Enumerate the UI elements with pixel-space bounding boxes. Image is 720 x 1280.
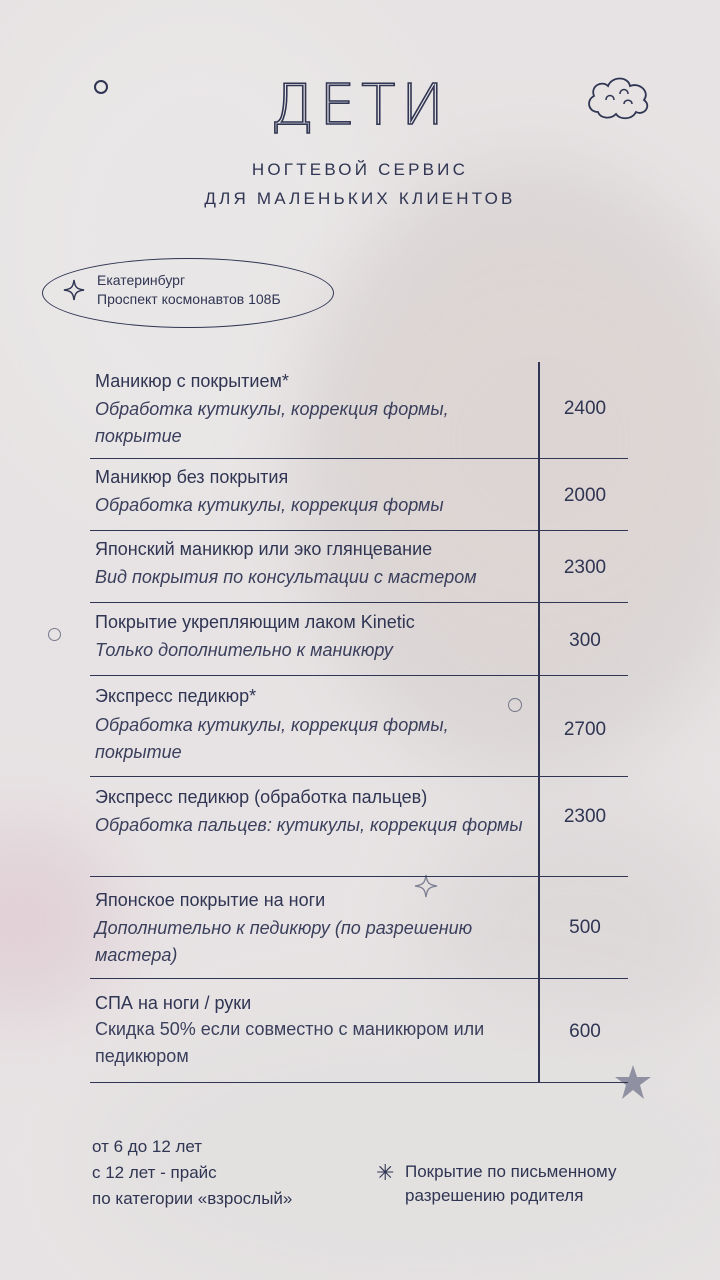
asterisk-icon: ✳ xyxy=(376,1160,395,1185)
subtitle xyxy=(0,155,720,213)
coating-note xyxy=(405,1160,616,1208)
coating-note-line: разрешению родителя xyxy=(405,1186,584,1205)
service-price: 600 xyxy=(569,1021,601,1042)
service-name: Японский маникюр или эко глянцевание xyxy=(95,539,433,559)
page-title xyxy=(0,74,720,134)
address-city: Екатеринбург xyxy=(97,272,186,288)
service-name: Японское покрытие на ноги xyxy=(95,890,326,910)
price-row xyxy=(90,362,628,459)
price-row xyxy=(90,603,628,676)
service-description: Скидка 50% если совместно с маникюром или педикюром xyxy=(95,1019,485,1066)
age-note-line: с 12 лет - прайс xyxy=(92,1163,217,1182)
service-price: 500 xyxy=(569,917,601,938)
service-name: Маникюр без покрытия xyxy=(95,467,289,487)
service-price: 2000 xyxy=(563,485,607,506)
coating-note-line: Покрытие по письменному xyxy=(405,1162,617,1181)
service-description: Обработка кутикулы, коррекция формы, покрытие xyxy=(95,715,449,762)
service-description: Обработка пальцев: кутикулы, коррекция формы xyxy=(95,815,523,835)
service-description: Только дополнительно к маникюру xyxy=(95,640,393,660)
service-description: Вид покрытия по консультации с мастером xyxy=(95,567,477,587)
title-text: ДЕТИ xyxy=(270,74,450,134)
service-name: СПА на ноги / руки xyxy=(95,993,252,1013)
service-price: 2400 xyxy=(563,398,607,419)
price-row xyxy=(90,531,628,603)
age-note-line: по категории «взрослый» xyxy=(92,1189,293,1208)
price-row xyxy=(90,979,628,1083)
subtitle-line: НОГТЕВОЙ СЕРВИС xyxy=(251,160,469,179)
service-name: Покрытие укрепляющим лаком Kinetic xyxy=(95,612,415,632)
service-price: 2700 xyxy=(563,719,607,740)
age-note-line: от 6 до 12 лет xyxy=(92,1137,203,1156)
service-description: Обработка кутикулы, коррекция формы xyxy=(95,495,444,515)
service-name: Экспресс педикюр (обработка пальцев) xyxy=(95,787,428,807)
service-price: 2300 xyxy=(563,806,607,827)
service-name: Экспресс педикюр* xyxy=(95,686,257,706)
price-row xyxy=(90,676,628,777)
service-description: Обработка кутикулы, коррекция формы, покрытие xyxy=(95,399,449,446)
small-circle-icon xyxy=(48,628,61,641)
price-row xyxy=(90,777,628,877)
sparkle-icon xyxy=(63,279,85,301)
age-note xyxy=(92,1134,292,1212)
service-name: Маникюр с покрытием* xyxy=(95,371,289,391)
address-street: Проспект космонавтов 108Б xyxy=(97,291,281,307)
price-row xyxy=(90,459,628,531)
price-row xyxy=(90,877,628,979)
service-description: Дополнительно к педикюру (по разрешению мастера) xyxy=(95,918,473,965)
service-price: 300 xyxy=(569,630,601,651)
address-badge xyxy=(42,258,334,328)
service-price: 2300 xyxy=(563,557,607,578)
subtitle-line: ДЛЯ МАЛЕНЬКИХ КЛИЕНТОВ xyxy=(204,189,516,208)
